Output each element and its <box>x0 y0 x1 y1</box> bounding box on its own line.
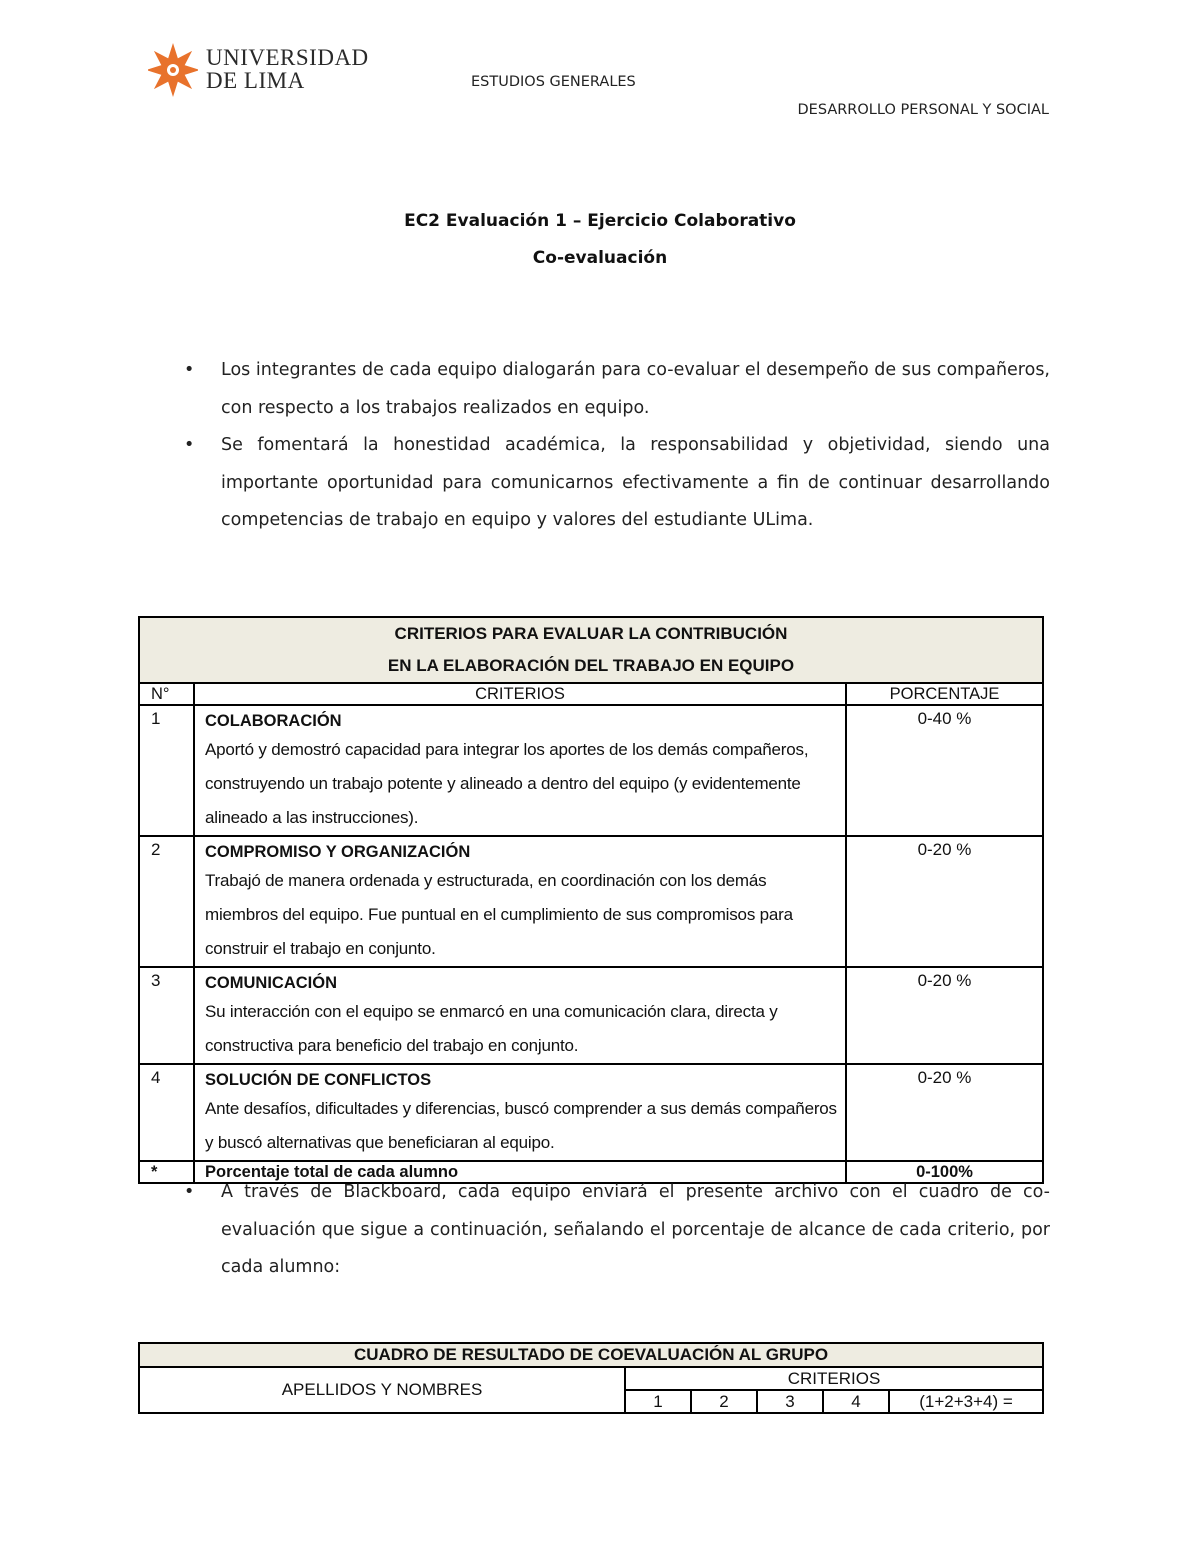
names-column-header: APELLIDOS Y NOMBRES <box>139 1367 625 1413</box>
total-percentage: 0-100% <box>846 1161 1043 1183</box>
logo-wordmark <box>206 46 369 92</box>
criterion-title: COMUNICACIÓN <box>205 974 337 992</box>
col-header-criteria: CRITERIOS <box>194 683 846 705</box>
university-logo <box>148 42 368 102</box>
criterion-percentage: 0-20 % <box>846 1064 1043 1161</box>
table-row <box>139 967 1043 1064</box>
results-table-header: CUADRO DE RESULTADO DE COEVALUACIÓN AL GRUPO <box>139 1343 1043 1367</box>
criteria-group-header: CRITERIOS <box>625 1367 1043 1390</box>
criterion-percentage: 0-20 % <box>846 967 1043 1064</box>
criteria-table-header <box>139 617 1043 683</box>
criterion-description: Aportó y demostró capacidad para integrar los aportes de los demás compañeros, construyendo un trabajo potente y alineado a dentro del equipo (y evidentemente alineado a las instrucciones). <box>205 740 809 827</box>
intro-bullet-list <box>184 352 1050 540</box>
table-row <box>139 836 1043 967</box>
bullet-icon: • <box>184 1182 195 1202</box>
total-marker: * <box>139 1161 194 1183</box>
criteria-header-line-2: EN LA ELABORACIÓN DEL TRABAJO EN EQUIPO <box>387 656 795 675</box>
col-header-percentage: PORCENTAJE <box>846 683 1043 705</box>
criteria-col-3: 3 <box>757 1390 823 1413</box>
table-row <box>139 1064 1043 1161</box>
criterion-number: 4 <box>139 1064 194 1161</box>
criterion-title: SOLUCIÓN DE CONFLICTOS <box>205 1071 432 1089</box>
criterion-number: 3 <box>139 967 194 1064</box>
criteria-col-2: 2 <box>691 1390 757 1413</box>
bullet-text: Se fomentará la honestidad académica, la responsabilidad y objetividad, siendo una importante oportunidad para comunicarnos efectivamente a fin de continuar desarrollando competencias de trabajo en equipo y valores del estudiante ULima. <box>221 435 1050 530</box>
criterion-percentage: 0-40 % <box>846 705 1043 836</box>
criterion-description: Trabajó de manera ordenada y estructurada, en coordinación con los demás miembros del equipo. Fue puntual en el cumplimiento de sus compromisos para construir el trabajo en conjunto. <box>205 871 793 958</box>
bullet-item <box>184 427 1050 540</box>
bullet-text: A través de Blackboard, cada equipo enviará el presente archivo con el cuadro de co-evaluación que sigue a continuación, señalando el porcentaje de alcance de cada criterio, por cada alumno: <box>221 1182 1050 1277</box>
criterion-title: COMPROMISO Y ORGANIZACIÓN <box>205 843 471 861</box>
logo-line-1: UNIVERSIDAD <box>206 45 369 70</box>
sun-emblem-icon <box>148 42 198 98</box>
criterion-cell <box>194 705 846 836</box>
criterion-cell <box>194 1064 846 1161</box>
col-header-number: N° <box>139 683 194 705</box>
criteria-table <box>138 616 1044 1184</box>
criterion-description: Ante desafíos, dificultades y diferencias, buscó comprender a sus demás compañeros y buscó alternativas que beneficiaran al equipo. <box>205 1099 837 1152</box>
criterion-title: COLABORACIÓN <box>205 712 342 730</box>
criteria-col-1: 1 <box>625 1390 691 1413</box>
criteria-col-sum: (1+2+3+4) = <box>889 1390 1043 1413</box>
document-subtitle: Co-evaluación <box>532 248 668 268</box>
bullet-item <box>184 1174 1050 1287</box>
criterion-number: 2 <box>139 836 194 967</box>
criterion-number: 1 <box>139 705 194 836</box>
results-table <box>138 1342 1044 1414</box>
logo-line-2: DE LIMA <box>206 68 305 93</box>
criteria-col-4: 4 <box>823 1390 889 1413</box>
table-row <box>139 705 1043 836</box>
instructions-bullet-list <box>184 1174 1050 1287</box>
bullet-icon: • <box>184 435 195 455</box>
criterion-cell <box>194 967 846 1064</box>
header-estudios-generales: ESTUDIOS GENERALES <box>471 74 636 90</box>
criterion-description: Su interacción con el equipo se enmarcó en una comunicación clara, directa y constructiva para beneficio del trabajo en conjunto. <box>205 1002 778 1055</box>
document-title: EC2 Evaluación 1 – Ejercicio Colaborativo <box>404 211 796 231</box>
criterion-percentage: 0-20 % <box>846 836 1043 967</box>
total-label: Porcentaje total de cada alumno <box>194 1161 846 1183</box>
bullet-text: Los integrantes de cada equipo dialogarán para co-evaluar el desempeño de sus compañeros, con respecto a los trabajos realizados en equipo. <box>221 360 1050 418</box>
bullet-item <box>184 352 1050 427</box>
criteria-header-line-1: CRITERIOS PARA EVALUAR LA CONTRIBUCIÓN <box>394 624 788 643</box>
criterion-cell <box>194 836 846 967</box>
header-course-name: DESARROLLO PERSONAL Y SOCIAL <box>797 102 1049 118</box>
bullet-icon: • <box>184 360 195 380</box>
